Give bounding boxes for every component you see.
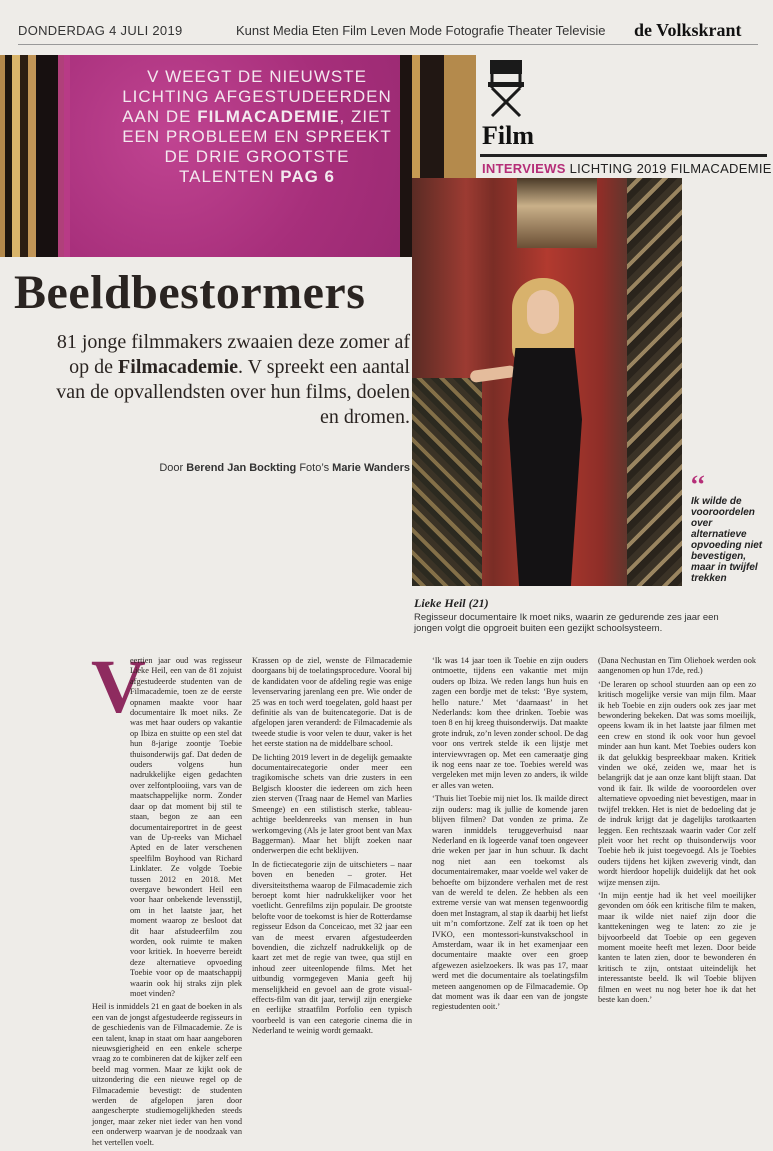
photo-dress <box>508 348 582 586</box>
page-header <box>0 0 773 46</box>
section-navigation: Kunst Media Eten Film Leven Mode Fotografie Theater Televisie <box>236 23 606 38</box>
teaser-text: V WEEGT DE NIEUWSTE LICHTING AFGESTUDEERDEN AAN DE FILMACADEMIE, ZIET EEN PROBLEEM EN SPREEKT DE DRIE GROOTSTE TALENTEN PAG 6 <box>122 67 392 186</box>
paragraph: De lichting 2019 levert in de degelijk gemaakte documentairecategorie onder meer een tragikomische schets van drie zusters in een Belgisch klooster die iedereen om zich heen zien sterven (Traag naar de Hemel van Marlies Smeenge) en een stilistisch sterke, tableau-achtige beeldenreeks van mensen in hun werkomgeving (Als je later groot bent van Max Baggerman). Maar het blijft zoeken naar onderwerpen die echt beklijven. <box>252 752 412 856</box>
body-column-4 <box>598 656 756 1008</box>
photo-arm <box>469 365 516 383</box>
paragraph: ‘Ik was 14 jaar toen ik Toebie en zijn ouders ontmoette, tijdens een vakantie met mijn ouders op Ibiza. We reden langs hun huis en zagen een bordje met de tekst: ‘Bye system, hello nature.’ Met ‘daarnaast’ in het Nederlands: kom thee drinken. Toebie was toen 8 en hij kreeg thuisonderwijs. Dat maakte grote indruk, zo’n leven zonder school. De dag voor ons vertrek stelde ik een lijstje met interviewvragen op. Met een cameraatje ging ik nog eens naar ze toe. Toebies wereld was vergeleken met mijn leven zo anders, ik wilde er alles van weten. <box>432 656 588 790</box>
photo-ornament <box>517 178 597 248</box>
body-column-3 <box>432 656 588 1016</box>
article-byline: Door Berend Jan Bockting Foto’s Marie Wanders <box>159 462 410 474</box>
portrait-photo <box>412 178 682 586</box>
pull-quote: Ik wilde de vooroordelen over alternatieve opvoeding niet bevestigen, maar in twijfel trekken <box>691 496 763 584</box>
paragraph: In de fictiecategorie zijn de uitschieters – naar boven en beneden – groter. Het diversiteitsthema waarop de Filmacademie zich beroept komt hier nadrukkelijker voor het voetlicht. Genrefilms zijn populair. De grootste belofte voor de toekomst is hier de Rotterdamse regisseur Edson da Conceicao, met 32 jaar een van de meest ervaren afgestudeerden bovendien, die zichzelf nadrukkelijk op de kaart zet met de regie van twee, qua stijl en inhoud zeer uiteenlopende films. Met het uitbundig vormgegeven Mania geeft hij menselijkheid en gevoel aan de grote visual-effects-film van dit jaar, terwijl zijn energieke en eerlijke straatfilm Porfolio een typisch voorbeeld is van een categorie cinema die in Nederland te weinig wordt gemaakt. <box>252 859 412 1036</box>
quote-mark-icon: ‘‘ <box>690 470 706 499</box>
photo-caption-name: Lieke Heil (21) <box>414 596 489 610</box>
paragraph: eertien jaar oud was regisseur Lieke Heil, een van de 81 zojuist afgestudeerde studenten van de Filmacademie, toen ze de eerste opnamen maakte voor haar documentaire Ik moet niks. Ze was met haar ouders op vakantie op Ibiza en stuitte op een stel dat hun 8-jarige zoontje Toebie thuisonderwijs gaf. Dat deden de ouders volgens hun nadrukkelijke eigen gedachten over zelfontplooiing, vars van de maatschappelijke norm. Zonder daar op dat moment bij stil te staan, begon ze aan een documentaireportret in de geest van de Up-reeks van Michael Apted en de later verschenen speelfilm Boyhood van Richard Linklater. Ze volgde Toebie tussen 2012 en 2018. Met overgave bewondert Heil een voor haar onbekende levensstijl, om in het laatste jaar, het moment waarop ze besloot dat dit haar afstudeerfilm zou worden, ook ruimte te maken voor kritiek. In hoeverre bereidt deze alternatieve opvoeding Toebie voor op de maatschappij waarin ook hij straks zijn plek moet vinden? <box>130 656 242 998</box>
paragraph: Krassen op de ziel, wenste de Filmacademie doorgaans bij de toelatingsprocedure. Vooral bij de kandidaten voor de afdeling regie was enige levenservaring jarenlang een pre. Wie onder de 25 was en toch werd toegelaten, gold haast per definitie als van de buitencategorie. Dat is de afgelopen jaren veranderd: de Filmacademie als tweede studie is voor velen te duur, vaker is het het eerste station na de middelbare school. <box>252 656 412 749</box>
section-title: Film <box>482 121 534 150</box>
header-rule <box>18 44 758 45</box>
photo-face <box>527 290 559 334</box>
section-kicker: INTERVIEWS LICHTING 2019 FILMACADEMIE <box>482 161 772 176</box>
article-headline: Beeldbestormers <box>14 266 366 319</box>
paragraph: (Dana Nechustan en Tim Oliehoek werden ook aangenomen op hun 17de, red.) <box>598 656 756 676</box>
body-column-2 <box>252 656 412 1040</box>
photo-carpet <box>412 378 482 586</box>
photo-caption: Regisseur documentaire Ik moet niks, waarin ze gedurende zes jaar een jongen volgt die opgroeit buiten een gezijkt schoolsysteem. <box>414 612 719 634</box>
paragraph: ‘De leraren op school stuurden aan op een zo kritisch mogelijke versie van mijn film. Maar ik heb Toebie en zijn ouders ook zes jaar met bewondering bekeken. Dat was soms moeilijk, opeens kwam ik in het laatste jaar filmen met een crew en stond ik ook voor hun gevoel minder aan hun kant. Met Toebies ouders kon ik dat gelukkig bespreekbaar maken. Kritiek vinden we oké, zeiden we, maar het is belangrijk dat je aan onze kant blijft staan. Dat vond ik fair. Ik wilde de vooroordelen over alternatieve opvoeding niet bevestigen, maar in twijfel trekken. Het is niet de bedoeling dat je de indruk krijgt dat je dagelijks tarotkaarten leggen. Een rechtszaak waarin vader Cor zelf pleit voor het recht op thuisonderwijs voor Toebie heb ik juist toegevoegd. Als je Toebies ouders tijdens het kijken zweverig vindt, dan wordt hierdoor hopelijk duidelijk dat het ook wijze mensen zijn. <box>598 679 756 887</box>
drop-cap: V <box>91 645 146 729</box>
section-rule <box>480 154 767 157</box>
paragraph: ‘In mijn eentje had ik het veel moeilijker gevonden om óók een kritische film te maken, maar ik wilde niet naief zijn door die kanttekeningen weg te laten: zo zie je bijvoorbeeld dat Toebie op een gegeven moment moeite heeft met lezen. Door beide kanten te laten zien, door te bewonderen én kritisch te zijn, ontstaat uiteindelijk het interessantste beeld. Ik wil Toebie blijven filmen en weet nu nog beter hoe ik dat het beste kan doen.’ <box>598 890 756 1004</box>
article-intro: 81 jonge filmmakers zwaaien deze zomer af op de Filmacademie. V spreekt een aantal van de opvallendsten over hun films, doelen en dromen. <box>56 331 410 428</box>
paragraph: ‘Thuis liet Toebie mij niet los. Ik mailde direct zijn ouders: mag ik jullie de komende jaren blijven filmen? Dat vonden ze prima. Ze waren inmiddels teruggeverhuisd naar Nederland en ik logeerde vanaf toen ongeveer drie weken per jaar in hun schuur. Ik dacht nog niet aan een toekomst als documentairemaker, maar voelde wel vaker de behoefte om bijzondere verhalen met de rest van de wereld te delen. Ze hebben als een extreme versie van wat mensen tegenwoordig doen met Instagram, al stap ik daarbij het liefst uit m’n comfortzone. Zelf zat ik toen op het IVKO, een montessori-kunstvakschool in Amsterdam, waar ik in het examenjaar een documentaire maakte over een groep afgewezen asielzoekers. Ik was pas 17, maar werd met die documentaire als toelatingsfilm meteen aangenomen op de Filmacademie. Op dat moment was ik daar een van de jongste regiestudenten ooit.’ <box>432 794 588 1012</box>
issue-date: DONDERDAG 4 JULI 2019 <box>18 23 183 38</box>
newspaper-logo: de Volkskrant <box>634 20 742 40</box>
body-column-1 <box>92 656 242 1151</box>
directors-chair-icon <box>484 58 528 118</box>
photo-tapestry <box>627 178 682 586</box>
paragraph: Heil is inmiddels 21 en gaat de boeken in als een van de jongst afgestudeerde regisseurs in de geschiedenis van de Filmacademie. Ze is een talent, knap in staat om haar aangeboren nieuwsgierigheid en een enkele scherpe vraag zo te combineren dat de kijker zelf een beeld mag vormen. Maar ze kijkt ook de uitzondering die een nieuwe regel op de Filmacademie bevestigt: de studenten werden de afgelopen jaren door aangescherpte studiemogelijkheden steeds jonger, maar zeker niet ieder van hen vond een onderwerp waarvan je de noodzaak van het vertellen voelt. <box>92 1002 242 1147</box>
